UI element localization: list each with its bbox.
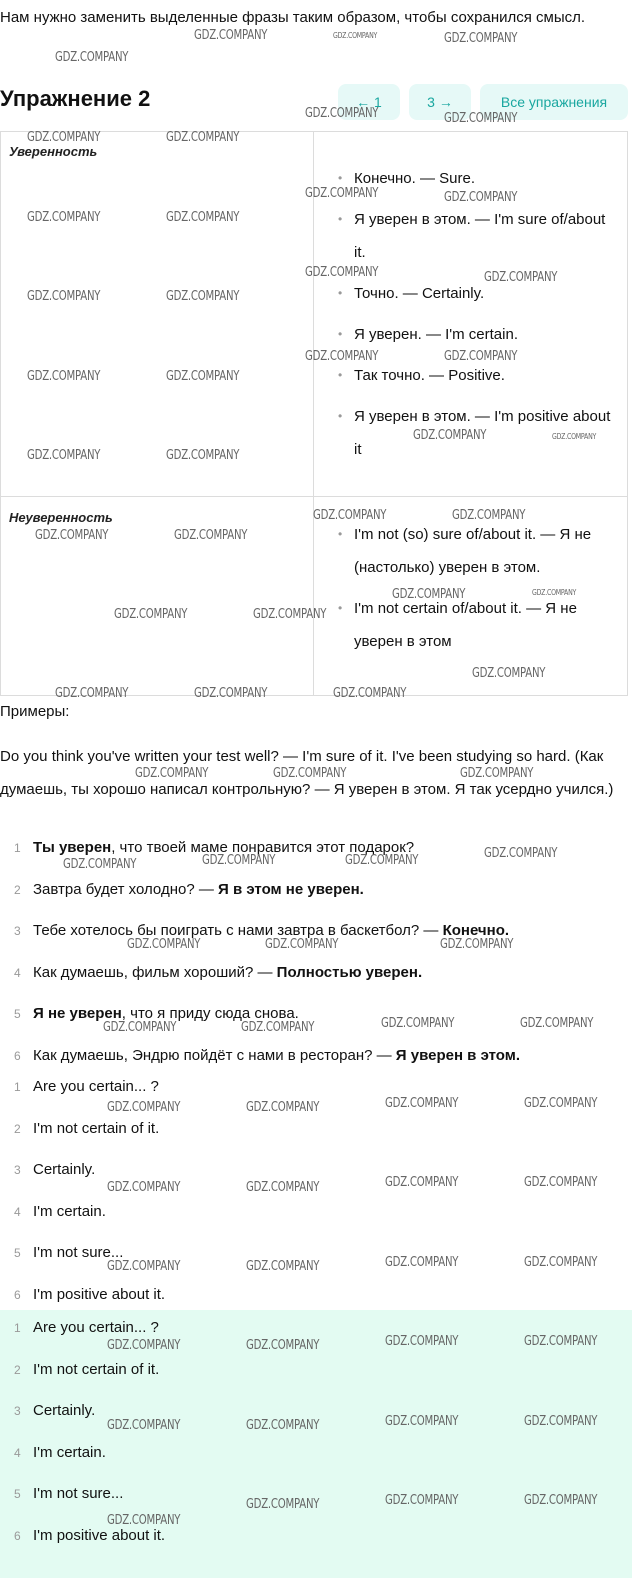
highlighted-answer-list bbox=[0, 1316, 632, 1565]
watermark-text: GDZ.COMPANY bbox=[166, 448, 240, 463]
examples-label: Примеры: bbox=[0, 703, 70, 720]
watermark-text: GDZ.COMPANY bbox=[484, 270, 558, 285]
watermark-text: GDZ.COMPANY bbox=[385, 1096, 459, 1111]
watermark-text: GDZ.COMPANY bbox=[246, 1180, 320, 1195]
watermark-text: GDZ.COMPANY bbox=[194, 686, 268, 701]
item-number: 1 bbox=[14, 1321, 21, 1335]
item-number: 6 bbox=[14, 1048, 21, 1063]
watermark-text: GDZ.COMPANY bbox=[265, 937, 339, 952]
watermark-text: GDZ.COMPANY bbox=[27, 448, 101, 463]
watermark-text: GDZ.COMPANY bbox=[333, 686, 407, 701]
list-item: • Я уверен в этом. — I'm positive about it bbox=[338, 400, 617, 466]
watermark-text: GDZ.COMPANY bbox=[532, 588, 577, 597]
task-text: Как думаешь, Эндрю пойдёт с нами в ресторан? — bbox=[33, 1046, 396, 1064]
watermark-text: GDZ.COMPANY bbox=[27, 210, 101, 225]
watermark-text: GDZ.COMPANY bbox=[174, 528, 248, 543]
item-number: 4 bbox=[14, 965, 21, 980]
watermark-text: GDZ.COMPANY bbox=[452, 508, 526, 523]
task-bold-phrase: Я уверен в этом. bbox=[395, 1046, 521, 1064]
item-number: 4 bbox=[14, 1445, 21, 1460]
watermark-text: GDZ.COMPANY bbox=[305, 186, 379, 201]
watermark-text: GDZ.COMPANY bbox=[385, 1175, 459, 1190]
watermark-text: GDZ.COMPANY bbox=[520, 1016, 594, 1031]
watermark-text: GDZ.COMPANY bbox=[246, 1497, 320, 1512]
watermark-text: GDZ.COMPANY bbox=[552, 432, 597, 441]
uncertainty-phrases-cell bbox=[314, 497, 628, 696]
watermark-text: GDZ.COMPANY bbox=[305, 106, 379, 121]
task-text: , что твоей маме понравится этот подарок? bbox=[111, 839, 415, 856]
watermark-text: GDZ.COMPANY bbox=[27, 369, 101, 384]
prev-exercise-button[interactable]: ← 1 bbox=[338, 84, 400, 120]
task-bold-phrase: Я в этом не уверен. bbox=[218, 880, 364, 898]
list-item: • I'm not certain of/about it. — Я не уверен в этом bbox=[338, 592, 617, 658]
confidence-list bbox=[314, 132, 627, 466]
task-text: Как думаешь, фильм хороший? — bbox=[33, 963, 277, 981]
list-item: • Конечно. — Sure. bbox=[338, 162, 617, 195]
answer-text: I'm positive about it. bbox=[33, 1526, 166, 1544]
exercise-title: Упражнение 2 bbox=[0, 86, 151, 111]
watermark-text: GDZ.COMPANY bbox=[246, 1338, 320, 1353]
watermark-text: GDZ.COMPANY bbox=[273, 766, 347, 781]
watermark-text: GDZ.COMPANY bbox=[460, 766, 534, 781]
task-item bbox=[0, 878, 632, 920]
example-text: Do you think you've written your test well? — I'm sure of it. I've been studying so hard. (Как думаешь, ты хорошо написал контрольную? — Я уверен в этом. Я так усердно учился.) bbox=[0, 748, 614, 798]
task-list bbox=[0, 836, 632, 1085]
watermark-text: GDZ.COMPANY bbox=[63, 857, 137, 872]
watermark-text: GDZ.COMPANY bbox=[27, 289, 101, 304]
watermark-text: GDZ.COMPANY bbox=[166, 369, 240, 384]
task-bold-phrase: Конечно. bbox=[442, 922, 510, 939]
answer-item bbox=[0, 1200, 632, 1242]
watermark-text: GDZ.COMPANY bbox=[385, 1255, 459, 1270]
watermark-text: GDZ.COMPANY bbox=[524, 1255, 598, 1270]
watermark-text: GDZ.COMPANY bbox=[385, 1334, 459, 1349]
watermark-text: GDZ.COMPANY bbox=[55, 50, 129, 65]
watermark-text: GDZ.COMPANY bbox=[107, 1100, 181, 1115]
watermark-text: GDZ.COMPANY bbox=[166, 130, 240, 145]
list-item: • Точно. — Certainly. bbox=[338, 277, 617, 310]
watermark-text: GDZ.COMPANY bbox=[444, 111, 518, 126]
answer-text: I'm not sure... bbox=[33, 1485, 124, 1502]
task-bold-phrase: Ты уверен bbox=[33, 839, 112, 856]
task-item bbox=[0, 961, 632, 1003]
watermark-text: GDZ.COMPANY bbox=[127, 937, 201, 952]
task-bold-phrase: Полностью уверен. bbox=[276, 963, 423, 981]
watermark-text: GDZ.COMPANY bbox=[55, 686, 129, 701]
item-number: 3 bbox=[14, 1404, 21, 1418]
watermark-text: GDZ.COMPANY bbox=[253, 607, 327, 622]
confidence-label: Уверенность bbox=[1, 132, 314, 497]
watermark-text: GDZ.COMPANY bbox=[413, 428, 487, 443]
watermark-text: GDZ.COMPANY bbox=[35, 528, 109, 543]
watermark-text: GDZ.COMPANY bbox=[107, 1513, 181, 1528]
intro-text: Нам нужно заменить выделенные фразы таким образом, чтобы сохранился смысл. bbox=[0, 9, 586, 26]
item-number: 2 bbox=[14, 882, 21, 897]
task-bold-phrase: Я не уверен bbox=[33, 1005, 122, 1022]
watermark-text: GDZ.COMPANY bbox=[524, 1175, 598, 1190]
watermark-text: GDZ.COMPANY bbox=[107, 1259, 181, 1274]
watermark-text: GDZ.COMPANY bbox=[444, 349, 518, 364]
item-number: 2 bbox=[14, 1362, 21, 1377]
watermark-text: GDZ.COMPANY bbox=[313, 508, 387, 523]
watermark-text: GDZ.COMPANY bbox=[385, 1414, 459, 1429]
watermark-text: GDZ.COMPANY bbox=[114, 607, 188, 622]
answer-text: Certainly. bbox=[33, 1161, 96, 1178]
watermark-text: GDZ.COMPANY bbox=[202, 853, 276, 868]
answer-item bbox=[0, 1441, 632, 1483]
item-number: 3 bbox=[14, 1163, 21, 1177]
all-exercises-button[interactable]: Все упражнения bbox=[480, 84, 628, 120]
watermark-text: GDZ.COMPANY bbox=[305, 265, 379, 280]
watermark-text: GDZ.COMPANY bbox=[381, 1016, 455, 1031]
watermark-text: GDZ.COMPANY bbox=[524, 1493, 598, 1508]
watermark-text: GDZ.COMPANY bbox=[241, 1020, 315, 1035]
task-text: Тебе хотелось бы поиграть с нами завтра в баскетбол? — bbox=[33, 922, 443, 939]
watermark-text: GDZ.COMPANY bbox=[524, 1414, 598, 1429]
answer-item bbox=[0, 1117, 632, 1159]
list-item: • Так точно. — Positive. bbox=[338, 359, 617, 392]
item-number: 6 bbox=[14, 1528, 21, 1543]
watermark-text: GDZ.COMPANY bbox=[472, 666, 546, 681]
item-number: 5 bbox=[14, 1246, 21, 1260]
list-item: • I'm not (so) sure of/about it. — Я не (настолько) уверен в этом. bbox=[338, 518, 617, 584]
task-text: , что я приду сюда снова. bbox=[121, 1005, 299, 1022]
watermark-text: GDZ.COMPANY bbox=[345, 853, 419, 868]
watermark-text: GDZ.COMPANY bbox=[246, 1259, 320, 1274]
answer-text: I'm not sure... bbox=[33, 1244, 124, 1261]
watermark-text: GDZ.COMPANY bbox=[333, 31, 378, 40]
task-text: Завтра будет холодно? — bbox=[33, 880, 218, 898]
watermark-text: GDZ.COMPANY bbox=[135, 766, 209, 781]
answer-item bbox=[0, 1524, 632, 1566]
watermark-text: GDZ.COMPANY bbox=[166, 289, 240, 304]
list-item: • Я уверен. — I'm certain. bbox=[338, 318, 617, 351]
answer-text: I'm not certain of it. bbox=[33, 1119, 160, 1137]
list-item: • Я уверен в этом. — I'm sure of/about it. bbox=[338, 203, 617, 269]
watermark-text: GDZ.COMPANY bbox=[107, 1338, 181, 1353]
watermark-text: GDZ.COMPANY bbox=[484, 846, 558, 861]
watermark-text: GDZ.COMPANY bbox=[103, 1020, 177, 1035]
next-exercise-button[interactable]: 3 → bbox=[409, 84, 471, 120]
watermark-text: GDZ.COMPANY bbox=[440, 937, 514, 952]
watermark-text: GDZ.COMPANY bbox=[246, 1418, 320, 1433]
item-number: 6 bbox=[14, 1287, 21, 1302]
watermark-text: GDZ.COMPANY bbox=[305, 349, 379, 364]
uncertainty-label: Неуверенность bbox=[1, 497, 314, 696]
watermark-text: GDZ.COMPANY bbox=[194, 28, 268, 43]
item-number: 4 bbox=[14, 1204, 21, 1219]
watermark-text: GDZ.COMPANY bbox=[444, 31, 518, 46]
answer-item bbox=[0, 1358, 632, 1400]
item-number: 1 bbox=[14, 841, 21, 855]
watermark-text: GDZ.COMPANY bbox=[385, 1493, 459, 1508]
answer-text: I'm positive about it. bbox=[33, 1285, 166, 1303]
item-number: 5 bbox=[14, 1007, 21, 1021]
item-number: 5 bbox=[14, 1487, 21, 1501]
answer-text: I'm certain. bbox=[33, 1443, 106, 1461]
answer-text: Certainly. bbox=[33, 1402, 96, 1419]
watermark-text: GDZ.COMPANY bbox=[524, 1334, 598, 1349]
item-number: 3 bbox=[14, 924, 21, 938]
watermark-text: GDZ.COMPANY bbox=[392, 587, 466, 602]
watermark-text: GDZ.COMPANY bbox=[524, 1096, 598, 1111]
answer-text: Are you certain... ? bbox=[33, 1078, 159, 1095]
watermark-text: GDZ.COMPANY bbox=[27, 130, 101, 145]
watermark-text: GDZ.COMPANY bbox=[444, 190, 518, 205]
answer-text: I'm not certain of it. bbox=[33, 1360, 160, 1378]
item-number: 2 bbox=[14, 1121, 21, 1136]
answer-text: Are you certain... ? bbox=[33, 1319, 159, 1336]
watermark-text: GDZ.COMPANY bbox=[107, 1180, 181, 1195]
watermark-text: GDZ.COMPANY bbox=[107, 1418, 181, 1433]
answer-text: I'm certain. bbox=[33, 1202, 106, 1220]
watermark-text: GDZ.COMPANY bbox=[246, 1100, 320, 1115]
watermark-text: GDZ.COMPANY bbox=[166, 210, 240, 225]
item-number: 1 bbox=[14, 1080, 21, 1094]
